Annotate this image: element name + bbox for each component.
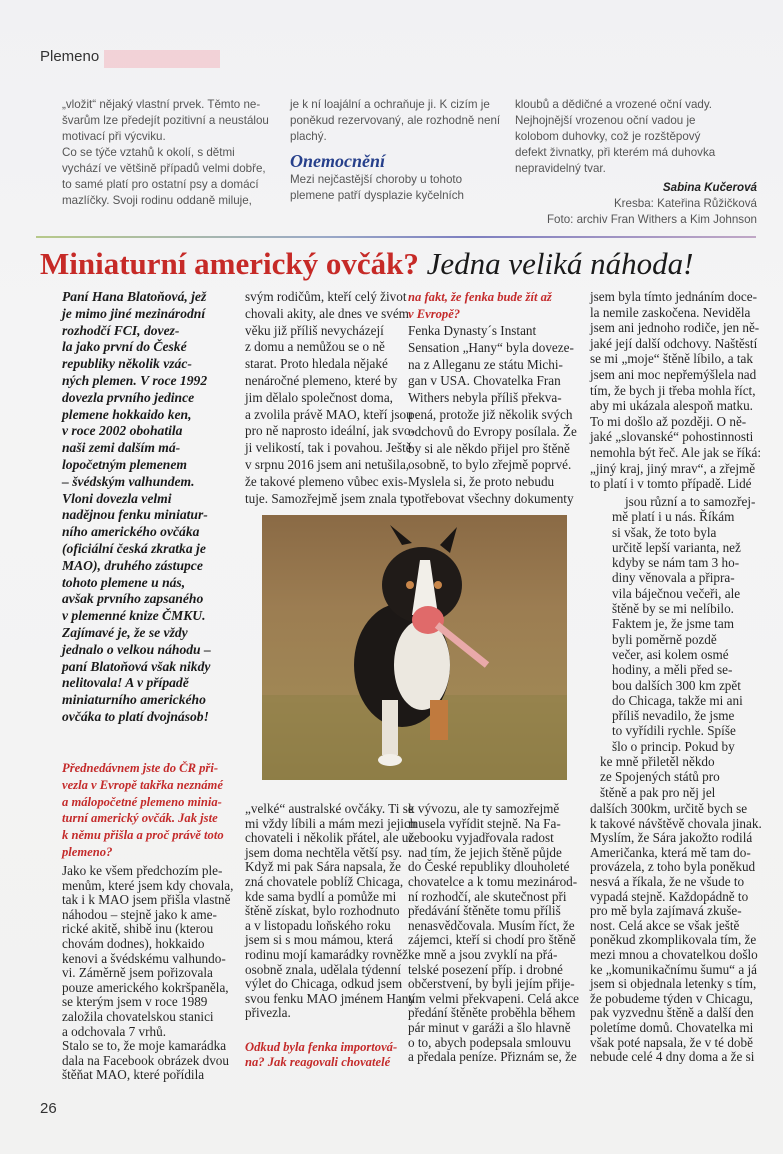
text-line: nebude celé 4 dny doma a že si xyxy=(590,1049,755,1065)
text-line: MAO), druhého zástupce xyxy=(62,557,203,573)
text-line: Jako ke všem předchozím ple- xyxy=(62,863,223,878)
text-line: jim dělalo společnost doma, xyxy=(245,389,393,405)
text-line: „jiný kraj, jiný mrav“, a zřejmě xyxy=(590,460,756,476)
text-line: aby mi ukázala alespoň matku. xyxy=(590,398,753,414)
text-line: rodinu mojí kamarádky rovněž xyxy=(245,946,408,962)
photo-credit: Foto: archiv Fran Withers a Kim Johnson xyxy=(546,213,757,226)
credits xyxy=(547,180,757,228)
text-line: rozhodčí FCI, dovez- xyxy=(62,322,180,338)
drawing-credit: Kresba: Kateřina Růžičková xyxy=(613,197,757,210)
interview-question xyxy=(408,289,552,323)
text-line: štěňat MAO, které pořídila xyxy=(62,1067,205,1083)
section-tag: Plemeno xyxy=(40,48,100,65)
text-line: Myslím, že Sára jakožto rodilá xyxy=(590,830,753,846)
text-line: nelitovala! A v případě xyxy=(62,675,189,691)
text-line: svou fenku MAO jménem Hany xyxy=(245,990,415,1006)
text-line: dalších 300km, určitě bych se xyxy=(590,801,748,816)
text-line: Mezi nejčastější choroby u tohoto xyxy=(290,173,463,186)
text-line: byli poměrně pozdě xyxy=(612,631,717,647)
text-line: dala na Facebook obrázek dvou xyxy=(62,1052,229,1068)
text-line: tuje. Samozřejmě jsem znala ty xyxy=(245,490,411,506)
text-line: – švédským valhundem. xyxy=(62,473,195,489)
text-line: Withers nebyla příliš překva- xyxy=(408,390,562,406)
text-line: dovezla prvního jedince xyxy=(62,389,195,405)
text-line: by si ale někdo přijel pro štěně xyxy=(408,440,570,456)
text-line: však poté napsala, že v té době xyxy=(590,1034,753,1050)
text-line: poněkud rezervovaný, ale rozhodně není xyxy=(290,114,501,127)
text-line: odchovů do Evropy posílala. Že xyxy=(408,423,577,439)
text-line: jsem byla tímto jednáním doce- xyxy=(590,289,758,304)
text-line: vypadá stejně. Každopádně to xyxy=(590,888,749,904)
text-line: zná chovatele poblíž Chicaga, xyxy=(245,873,404,889)
text-line: menům, které jsem kdy chovala, xyxy=(62,877,234,893)
text-line: jsem si s mou mámou, která xyxy=(245,932,393,948)
text-line: pro mě byla zajímavá zkuše- xyxy=(590,903,742,919)
text-line: a zvolila právě MAO, kteří jsou xyxy=(245,406,413,422)
text-line: nenasvědčovala. Musím říct, že xyxy=(408,917,575,933)
text-line: jsou různí a to samozřej- xyxy=(625,494,756,509)
text-line: výlet do Chicaga, odkud jsem xyxy=(245,976,403,992)
section-tag-highlight xyxy=(104,50,220,68)
text-line: „velké“ australské ovčáky. Ti se xyxy=(245,801,414,816)
text-line: To mi došlo až později. O ně- xyxy=(590,413,747,429)
text-line: na? Jak reagovali chovatelé xyxy=(245,1054,391,1069)
interview-question xyxy=(245,1040,397,1069)
text-line: mě platí i u nás. Říkám xyxy=(612,509,735,525)
text-line: kdyby se nám tam 3 ho- xyxy=(612,555,740,571)
text-line: jaké její další odchovy. Naštěstí xyxy=(590,335,758,351)
article-headline xyxy=(40,244,693,284)
text-line: to platí i v tomto případě. Lidé xyxy=(590,476,752,492)
text-line: do České republiky dlouholeté xyxy=(408,859,570,875)
text-line: předání štěněte proběhla během xyxy=(408,1005,576,1021)
text-line: chovateli i několik přátel, ale už xyxy=(245,830,415,846)
text-line: ných plemen. V roce 1992 xyxy=(62,372,208,388)
text-line: Faktem je, že jsme tam xyxy=(612,616,734,632)
text-line: nepravidelný tvar. xyxy=(515,162,606,175)
text-line: tím velmi překvapeni. Celá akce xyxy=(408,990,580,1006)
text-line: Sensation „Hany“ byla doveze- xyxy=(408,339,574,355)
text-line: na fakt, že fenka bude žít až xyxy=(408,290,552,304)
text-line: na z Alleganu ze státu Michi- xyxy=(408,356,563,372)
text-line: gan v USA. Chovatelka Fran xyxy=(408,373,561,389)
previous-article-col2 xyxy=(290,97,500,204)
dog-photo-image xyxy=(262,515,567,780)
text-line: kde sama bydlí a pomůže mi xyxy=(245,888,397,904)
text-line: občerstvení, by byli jejím přije- xyxy=(408,976,575,992)
text-line: Zajímavé je, že se vždy xyxy=(62,624,188,640)
text-line: turní americký ovčák. Jak jste xyxy=(62,811,218,826)
text-line: nadějnou fenku miniatur- xyxy=(62,507,208,523)
text-line: poletíme domů. Chovatelka mi xyxy=(590,1019,754,1035)
text-line: vi. Záměrně jsem pořizovala xyxy=(62,965,213,981)
text-line: telské posezení příp. i drobné xyxy=(408,961,563,977)
text-line: večer, asi kolem osmé xyxy=(612,646,729,662)
text-line: Stalo se to, že moje kamarádka xyxy=(62,1038,227,1054)
text-line: a málopočetné plemeno minia- xyxy=(62,794,222,809)
text-line: k vývozu, ale ty samozřejmě xyxy=(408,801,560,816)
text-line: (oficiální česká zkratka je xyxy=(62,540,206,556)
paragraph xyxy=(600,494,756,800)
text-line: jsem si objednala letenky s tím, xyxy=(590,976,757,992)
article-lead xyxy=(62,289,211,726)
previous-article-col3 xyxy=(515,97,715,177)
text-line: si však, že toto byla xyxy=(612,524,717,540)
text-line: věku již příliš nevycházejí xyxy=(245,322,384,338)
text-line: vila báječnou večeři, ale xyxy=(612,585,741,601)
text-line: diny věnovala a připra- xyxy=(612,570,735,586)
text-line: kloubů a dědičné a vrozené oční vady. xyxy=(515,98,713,111)
text-line: plemene hokkaido ken, xyxy=(62,406,192,422)
text-line: provázela, z toho byla poněkud xyxy=(590,859,756,875)
text-line: založila chovatelskou stanici xyxy=(62,1008,214,1024)
text-line: chovatelce a k tomu mezinárod- xyxy=(408,873,578,889)
text-line: v roce 2002 obohatila xyxy=(62,423,183,439)
text-line: jsem ani jednoho rodiče, jen ně- xyxy=(590,320,760,336)
text-line: pouze amerického kokršpaněla, xyxy=(62,979,229,995)
paragraph xyxy=(245,802,416,1021)
text-line: přivezla. xyxy=(245,1005,291,1021)
text-line: a předala peníze. Přiznám se, že xyxy=(408,1049,577,1065)
text-line: starat. Proto hledala nějaké xyxy=(245,356,388,372)
text-line: z domu a nemůžou se o ně xyxy=(245,339,385,355)
text-line: o to, abych podepsala smlouvu xyxy=(408,1034,571,1050)
paragraph xyxy=(590,289,761,492)
text-line: paní Blatoňová však nikdy xyxy=(62,658,211,674)
author-name: Sabina Kučerová xyxy=(662,181,757,194)
text-line: Američanka, která mě tam do- xyxy=(590,844,751,860)
text-line: la nemile zaskočena. Neviděla xyxy=(590,304,751,320)
text-line: jednalo o velkou náhodu – xyxy=(62,641,211,657)
paragraph xyxy=(245,289,415,507)
text-line: k němu přišla a proč právě toto xyxy=(62,828,224,843)
text-line: cebooku vyjadřovala radost xyxy=(408,830,554,846)
paragraph xyxy=(62,864,233,1083)
text-line: v plemenné knize ČMKU. xyxy=(62,608,206,624)
text-line: avšak prvního zapsaného xyxy=(62,591,204,607)
text-line: pená, protože již několik svých xyxy=(408,406,573,422)
text-line: motivací při výcviku. xyxy=(62,130,166,143)
text-line: la jako první do České xyxy=(62,339,187,355)
text-line: štěně by se mi nelíbilo. xyxy=(612,601,734,617)
text-line: ovčáka to platí dvojnásob! xyxy=(62,708,209,724)
text-line: ji velikostí, tak i povahou. Ještě xyxy=(245,440,412,456)
text-line: naši zemi dalším má- xyxy=(62,440,181,456)
subheading-onemocneni: Onemocnění xyxy=(290,151,386,171)
text-line: ní rozhodčí, ale skutečnost při xyxy=(408,888,567,904)
text-line: příliš nevadilo, že jsme xyxy=(612,708,735,724)
text-line: Myslela si, že proto nebudu xyxy=(408,474,555,490)
text-line: nost. Celá akce se však ještě xyxy=(590,917,740,933)
text-line: náhodou – stejně jako k ame- xyxy=(62,906,217,922)
text-line: ke mně přiletěl někdo xyxy=(600,754,715,770)
text-line: a v listopadu loňského roku xyxy=(245,917,391,933)
text-line: osobně znala, udělala týdenní xyxy=(245,961,401,977)
text-line: kenovi a švédskému valhundo- xyxy=(62,950,226,966)
text-line: je k ní loajální a ochraňuje ji. K cizím je xyxy=(290,98,490,111)
text-line: zájemci, kteří si chodí pro štěně xyxy=(408,932,576,948)
text-line: jsem ani moc nepřemýšlela nad xyxy=(590,366,757,382)
text-line: nemohla být řeč. Ale jak se říká: xyxy=(590,444,762,460)
text-line: jsem doma nechtěla větší psy. xyxy=(245,844,402,860)
text-line: potřebovat všechny dokumenty xyxy=(408,490,574,506)
text-line: republiky několik vzác- xyxy=(62,356,192,372)
page-number: 26 xyxy=(40,1100,57,1117)
text-line: lopočetným plemenem xyxy=(62,456,187,472)
text-line: pár minut v garáži a šlo hlavně xyxy=(408,1019,571,1035)
text-line: defekt živnatky, při kterém má duhovka xyxy=(515,146,716,159)
text-line: tím, že bych ji třeba mohla říct, xyxy=(590,382,756,398)
text-line: mezi mnou a chovatelkou došlo xyxy=(590,946,758,962)
text-line: rické akitě, shibě inu (kterou xyxy=(62,921,214,937)
text-line: v srpnu 2016 jsem ani netušila, xyxy=(245,456,410,472)
text-line: nesvá a říkala, že ne všude to xyxy=(590,873,745,889)
text-line: chovám dodnes), hokkaido xyxy=(62,935,205,951)
text-line: poněkud zkomplikovala tím, že xyxy=(590,932,757,948)
text-line: chovali akity, ale dnes ve svém xyxy=(245,305,409,321)
text-line: osobně, to bylo zřejmě poprvé. xyxy=(408,457,572,473)
text-line: štěně a pak pro něj jel xyxy=(600,784,716,800)
text-line: Fenka Dynasty´s Instant xyxy=(408,323,537,338)
text-line: do Chicaga, takže mi ani xyxy=(612,692,743,708)
text-line: Nejhojnější vrozenou oční vadou je xyxy=(515,114,696,127)
paragraph xyxy=(408,323,577,508)
text-line: musela vyřídit stejně. Na Fa- xyxy=(408,815,561,831)
previous-article-col1 xyxy=(62,97,269,209)
paragraph xyxy=(590,802,762,1065)
text-line: jaké „slovanské“ pohostinnosti xyxy=(590,429,754,445)
text-line: mi vždy líbili a mám mezi jejich xyxy=(245,815,417,831)
text-line: Co se týče vztahů k okolí, s dětmi xyxy=(62,146,235,159)
text-line: se mi „moje“ štěně líbilo, a tak xyxy=(590,351,753,367)
text-line: Odkud byla fenka importová- xyxy=(245,1040,398,1054)
text-line: „vložit“ nějaký vlastní prvek. Těmto ne- xyxy=(62,98,261,111)
text-line: se kterým jsem v roce 1989 xyxy=(62,994,208,1010)
text-line: svým rodičům, kteří celý život xyxy=(245,289,407,304)
text-line: že pobudeme týden v Chicagu, xyxy=(590,990,753,1006)
text-line: je mimo jiné mezinárodní xyxy=(62,305,206,321)
text-line: Paní Hana Blatoňová, jež xyxy=(62,289,207,304)
text-line: tohoto plemene u nás, xyxy=(62,574,186,590)
text-line: kolobom duhovky, což je rozštěpový xyxy=(515,130,701,143)
divider xyxy=(36,236,756,238)
text-line: šlo o princip. Pokud by xyxy=(612,738,735,754)
text-line: v Evropě? xyxy=(408,306,461,321)
text-line: pak vyzvednu štěně a další den xyxy=(590,1005,754,1021)
text-line: nad tím, že jejich štěně půjde xyxy=(408,844,562,860)
text-line: plachý. xyxy=(290,130,327,143)
text-line: tak i k MAO jsem přišla vlastně xyxy=(62,892,231,908)
text-line: určitě lepší varianta, než xyxy=(612,539,741,555)
text-line: plemene patří dysplazie kyčelních xyxy=(290,189,464,202)
headline-black: Jedna veliká náhoda! xyxy=(426,246,694,281)
dog-photo xyxy=(262,515,567,780)
paragraph xyxy=(408,802,579,1065)
text-line: nenáročné plemeno, které by xyxy=(245,372,398,388)
text-line: ního amerického ovčáka xyxy=(62,524,200,540)
text-line: štěně získat, bylo rozhodnuto xyxy=(245,903,400,919)
text-line: k takové návštěvě chovala jinak. xyxy=(590,815,762,831)
text-line: předávání štěněte tomu příliš xyxy=(408,903,561,919)
interview-question xyxy=(62,760,224,861)
text-line: vychází ve většině případů velmi dobře, xyxy=(62,162,266,175)
text-line: Vloni dovezla velmi xyxy=(62,490,172,506)
text-line: švarům lze předejít pozitivní a neustálou xyxy=(62,114,269,127)
text-line: bou dalších 300 km zpět xyxy=(612,677,741,693)
text-line: ke „komunikačnímu šumu“ a já xyxy=(590,961,757,977)
text-line: to vyřídili rychle. Spíše xyxy=(612,723,736,739)
text-line: miniaturního amerického xyxy=(62,692,206,708)
text-line: vezla v Evropě takřka neznámé xyxy=(62,777,223,792)
text-line: Přednedávnem jste do ČR při- xyxy=(62,761,219,775)
headline-red: Miniaturní americký ovčák? xyxy=(40,246,419,281)
text-line: to samé platí pro ostatní psy a domácí xyxy=(62,178,259,191)
text-line: a odchovala 7 vrhů. xyxy=(62,1023,166,1039)
text-line: ke mně a jsou zvyklí na přá- xyxy=(408,946,558,962)
text-line: plemeno? xyxy=(62,844,113,859)
text-line: mazlíčky. Svoji rodinu oddaně miluje, xyxy=(62,194,252,207)
text-line: že takové plemeno vůbec exis- xyxy=(245,473,408,489)
text-line: ze Spojených států pro xyxy=(600,769,720,785)
text-line: Když mi pak Sára napsala, že xyxy=(245,859,401,875)
text-line: pro ně naprosto ideální, jak svo- xyxy=(245,423,415,439)
text-line: hodiny, a měli před se- xyxy=(612,662,733,678)
